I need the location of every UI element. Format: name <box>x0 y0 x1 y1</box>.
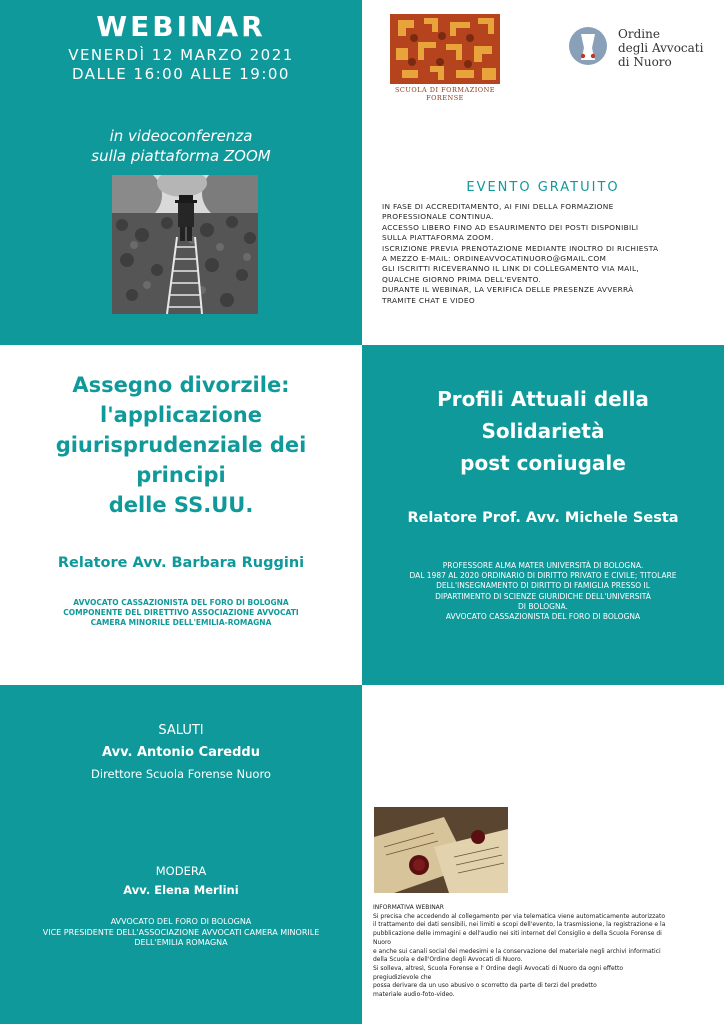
talk1-title: Assegno divorzile: l'applicazione giurisprudenziale dei principi delle SS.UU. <box>55 373 307 517</box>
talk1-speaker-bio: AVVOCATO CASSAZIONISTA DEL FORO DI BOLOGNA COMPONENTE DEL DIRETTIVO ASSOCIAZIONE AVVOCATI CAMERA MINORILE DELL'EMILIA-ROMAGNA <box>63 598 299 627</box>
talk2-speaker: Relatore Prof. Avv. Michele Sesta <box>407 510 679 526</box>
saluti-label: SALUTI <box>158 723 204 738</box>
talk1-speaker: Relatore Avv. Barbara Ruggini <box>57 555 305 571</box>
evento-details: IN FASE DI ACCREDITAMENTO, AI FINI DELLA FORMAZIONE PROFESSIONALE CONTINUA. ACCESSO LIBERO FINO AD ESAURIMENTO DEI POSTI DISPONIBILI SULLA PIATTAFORMA ZOOM. ISCRIZIONE PREVIA PRENOTAZIONE MEDIANTE INOLTRO DI RICHIESTA A MEZZO E-MAIL: ORDINEAVVOCATINUORO@GMAIL.COM GLI ISCRITTI RICEVERANNO IL LINK DI COLLEGAMENTO VIA MAIL, QUALCHE GIORNO PRIMA DELL'EVENTO. DURANTE IL WEBINAR, LA VERIFICA DELLE PRESENZE AVVERRÀ TRAMITE CHAT E VIDEO <box>382 202 659 305</box>
event-date: VENERDÌ 12 MARZO 2021 <box>68 46 294 64</box>
event-time: DALLE 16:00 ALLE 19:00 <box>72 65 290 83</box>
ordine-avvocati-logo-icon <box>568 26 608 66</box>
talk2-speaker-bio: PROFESSORE ALMA MATER UNIVERSITÀ DI BOLOGNA. DAL 1987 AL 2020 ORDINARIO DI DIRITTO PRIVATO E CIVILE; TITOLARE DELL'INSEGNAMENTO DI DIRITTO DI FAMIGLIA PRESSO IL DIPARTIMENTO DI SCIENZE GIURIDICHE DELL'UNIVERSITÀ DI BOLOGNA. AVVOCATO CASSAZIONISTA DEL FORO DI BOLOGNA <box>409 561 677 622</box>
saluti-name: Avv. Antonio Careddu <box>102 745 260 760</box>
ordine-avvocati-name: Ordine degli Avvocati di Nuoro <box>618 27 704 69</box>
saluti-modera-panel <box>0 685 362 1024</box>
zoom-platform-line: sulla piattaforma ZOOM <box>91 147 271 165</box>
video-conference-line: in videoconferenza <box>109 127 253 145</box>
header-panel <box>0 0 362 345</box>
saluti-role: Direttore Scuola Forense Nuoro <box>91 767 271 781</box>
talk1-panel <box>0 345 362 685</box>
privacy-panel <box>362 685 724 1024</box>
info-panel <box>362 0 724 345</box>
modera-bio: AVVOCATO DEL FORO DI BOLOGNA VICE PRESIDENTE DELL'ASSOCIAZIONE AVVOCATI CAMERA MINORILE DELL'EMILIA ROMAGNA <box>42 917 320 947</box>
modera-label: MODERA <box>155 864 207 878</box>
scuola-forense-caption: SCUOLA DI FORMAZIONE FORENSE <box>394 86 496 102</box>
evento-gratuito-heading: EVENTO GRATUITO <box>466 180 620 195</box>
modera-name: Avv. Elena Merlini <box>123 883 239 897</box>
talk2-panel <box>362 345 724 685</box>
webinar-title: WEBINAR <box>96 10 266 43</box>
privacy-notice: INFORMATIVA WEBINAR Si precisa che accedendo al collegamento per via telematica viene automaticamente autorizzato il trattamento dei dati sensibili, nei limiti e scopi dell'evento, la trasmissione, la registrazione e la pubblicazione delle immagini e dell'audio nei siti internet del Consiglio e della Scuola Forense di Nuoro e anche sui canali social dei medesimi e la conservazione del materiale negli archivi informatici della Scuola e dell'Ordine degli Avvocati di Nuoro. Si solleva, altresì, Scuola Forense e l' Ordine degli Avvocati di Nuoro da ogni effetto pregiudizievole che possa derivare da un uso abusivo o scorretto da parte di terzi del predetto materiale audio-foto-video. <box>373 904 666 999</box>
letters-wax-seal-photo <box>374 807 508 893</box>
talk2-title: Profili Attuali della Solidarietà post coniugale <box>437 387 649 475</box>
hedge-ladder-photo <box>112 175 258 314</box>
scuola-forense-logo <box>390 14 500 84</box>
